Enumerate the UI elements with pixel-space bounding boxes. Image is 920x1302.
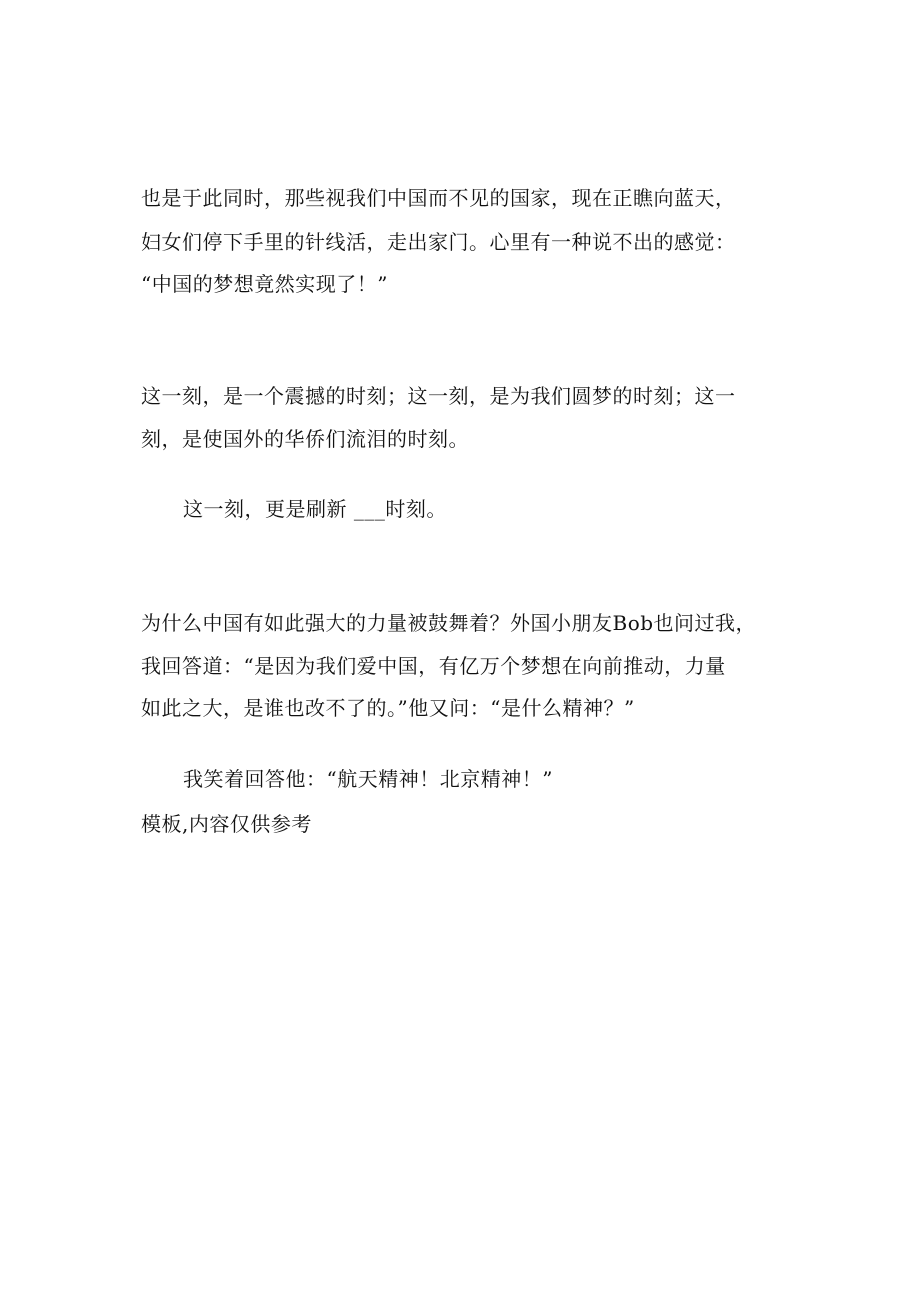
paragraph-1-line-3: “中国的梦想竟然实现了！” bbox=[141, 272, 388, 296]
paragraph-3: 这一刻，更是刷新 ___时刻。 bbox=[183, 497, 447, 521]
paragraph-4-line-1: 为什么中国有如此强大的力量被鼓舞着？外国小朋友Bob也问过我， bbox=[141, 611, 757, 635]
paragraph-1-line-1: 也是于此同时，那些视我们中国而不见的国家，现在正瞧向蓝天， bbox=[141, 186, 736, 210]
footer-note: 模板,内容仅供参考 bbox=[141, 812, 312, 836]
paragraph-4-line-2: 我回答道：“是因为我们爱中国，有亿万个梦想在向前推动，力量 bbox=[141, 654, 726, 678]
paragraph-2-line-2: 刻，是使国外的华侨们流泪的时刻。 bbox=[141, 427, 469, 451]
paragraph-1-line-2: 妇女们停下手里的针线活，走出家门。心里有一种说不出的感觉： bbox=[141, 230, 736, 254]
paragraph-4-line-3: 如此之大，是谁也改不了的。”他又问：“是什么精神？” bbox=[141, 696, 635, 720]
paragraph-2-line-1: 这一刻，是一个震撼的时刻；这一刻，是为我们圆梦的时刻；这一 bbox=[141, 384, 736, 408]
paragraph-5: 我笑着回答他：“航天精神！北京精神！” bbox=[183, 767, 553, 791]
